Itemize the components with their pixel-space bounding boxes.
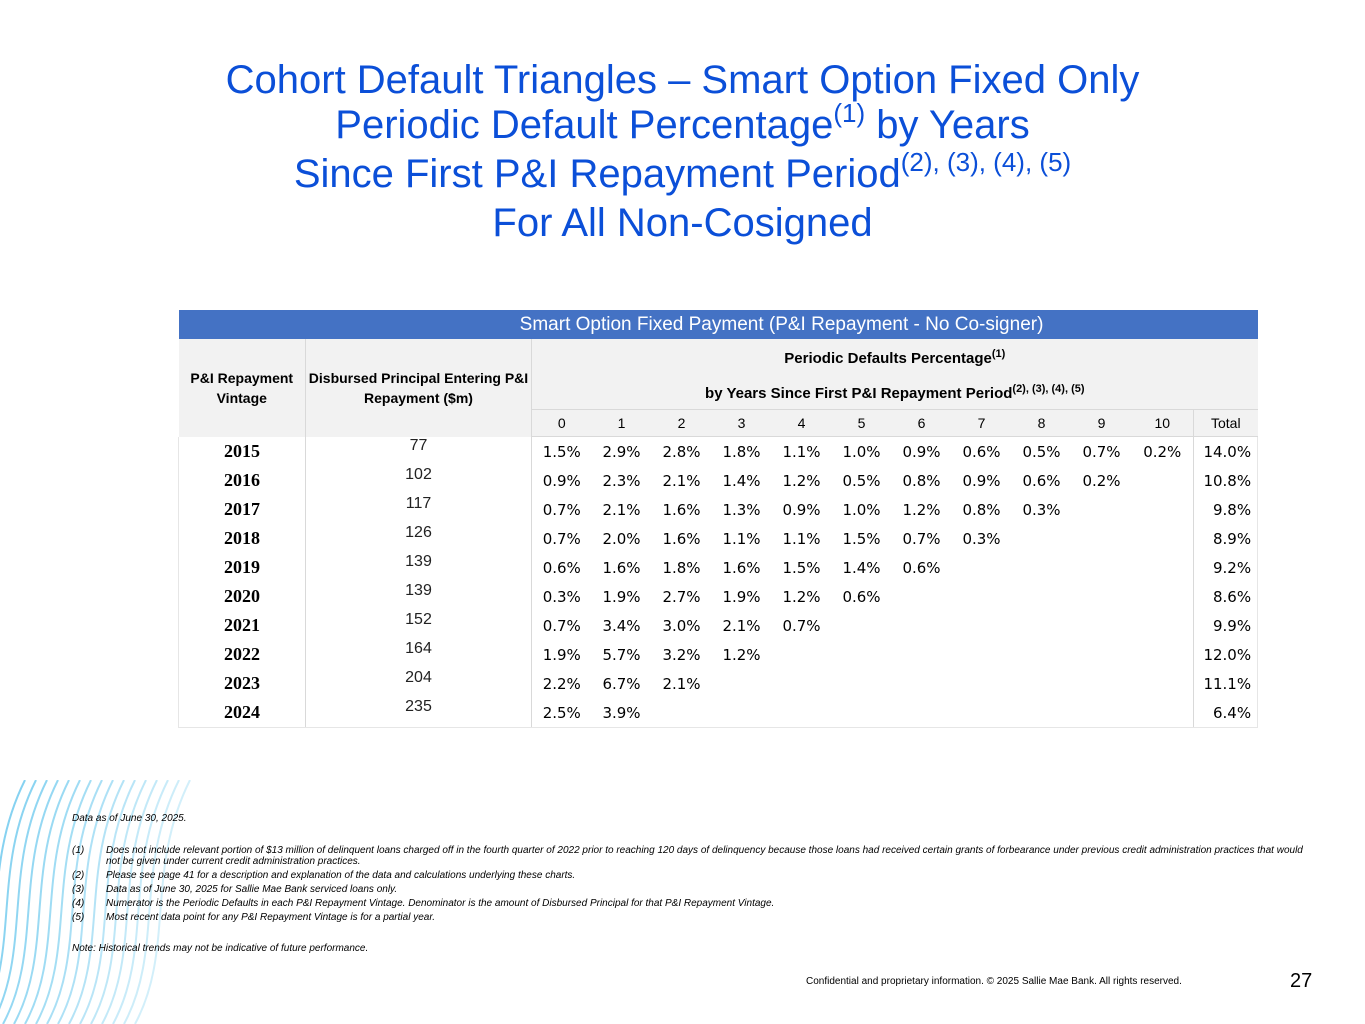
default-pct-cell [1132, 582, 1194, 611]
default-pct-cell: 2.2% [542, 674, 581, 693]
default-pct-cell: 0.9% [962, 471, 1001, 490]
total-cell: 9.8% [1194, 495, 1258, 524]
default-pct-cell [1012, 640, 1072, 669]
default-pct-cell [952, 553, 1012, 582]
vintage-cell: 2022 [179, 640, 306, 669]
footnote-text: Does not include relevant portion of $13 million of delinquent loans charged off in the fourth quarter of 2022 prior to reaching 120 days of delinquency because those loans had received certain grants of forbearance under previous credit administration practices that would not be given under current credit administration practices. [106, 845, 1303, 867]
default-pct-cell: 1.9% [602, 587, 641, 606]
slide-title [0, 58, 1365, 246]
total-cell: 8.6% [1194, 582, 1258, 611]
default-pct-cell: 3.9% [592, 698, 652, 728]
default-pct-cell: 2.1% [722, 616, 761, 635]
default-pct-cell: 0.9% [902, 442, 941, 461]
default-pct-cell: 1.3% [722, 500, 761, 519]
footnote [72, 898, 1312, 909]
default-pct-cell [1072, 582, 1132, 611]
footnote [72, 884, 1312, 895]
total-cell: 8.9% [1194, 524, 1258, 553]
footnote-number: (2) [72, 870, 85, 881]
default-pct-cell: 2.3% [602, 471, 641, 490]
default-pct-cell: 3.4% [602, 616, 641, 635]
default-pct-cell: 0.6% [902, 558, 941, 577]
total-cell: 9.2% [1194, 553, 1258, 582]
footnote [72, 870, 1312, 881]
default-pct-cell: 0.7% [782, 616, 821, 635]
total-cell: 10.8% [1194, 466, 1258, 495]
default-pct-cell: 1.6% [722, 558, 761, 577]
default-pct-cell: 0.7% [902, 529, 941, 548]
vintage-cell: 2024 [179, 698, 306, 728]
default-pct-cell: 0.5% [842, 471, 881, 490]
principal-cell: 126 [306, 524, 532, 553]
footnote-number: (5) [72, 912, 85, 923]
principal-cell: 117 [306, 495, 532, 524]
year-header-cell: 7 [952, 410, 1012, 437]
default-pct-cell [832, 669, 892, 698]
default-pct-cell: 0.7% [542, 500, 581, 519]
footnote [72, 912, 1312, 923]
title-line-3 [0, 147, 1365, 201]
default-pct-cell [1132, 698, 1194, 728]
default-pct-cell [1132, 524, 1194, 553]
footnote-list [72, 845, 1312, 923]
default-pct-cell: 0.6% [1022, 471, 1061, 490]
footnote-text: Please see page 41 for a description and explanation of the data and calculations underlying these charts. [106, 870, 576, 881]
periodic-line-2-text: by Years Since First P&I Repayment Period [705, 385, 1013, 402]
default-pct-cell [892, 640, 952, 669]
default-pct-cell: 0.3% [962, 529, 1001, 548]
table-body [179, 437, 1258, 728]
header-principal: Disbursed Principal Entering P&I Repayment ($m) [306, 339, 532, 437]
default-pct-cell: 1.8% [662, 558, 701, 577]
default-pct-cell: 0.3% [542, 587, 581, 606]
header-vintage: P&I Repayment Vintage [179, 339, 306, 437]
principal-cell: 204 [306, 669, 532, 698]
default-pct-cell: 3.0% [662, 616, 701, 635]
table-row [179, 495, 1258, 524]
default-pct-cell: 1.8% [722, 442, 761, 461]
default-pct-cell: 0.2% [1082, 471, 1121, 490]
total-header-cell: Total [1194, 410, 1258, 437]
default-pct-cell: 0.7% [1082, 442, 1121, 461]
table-row [179, 437, 1258, 467]
default-pct-cell [1012, 582, 1072, 611]
default-pct-cell [892, 611, 952, 640]
default-pct-cell: 1.5% [542, 442, 581, 461]
title-footnote-ref-1: (1) [833, 98, 866, 128]
title-line-2-text: Periodic Default Percentage [335, 103, 834, 147]
footnote-text: Data as of June 30, 2025 for Sallie Mae Bank serviced loans only. [106, 884, 398, 895]
year-header-cell: 4 [772, 410, 832, 437]
default-pct-cell: 2.0% [602, 529, 641, 548]
default-pct-cell: 0.5% [1022, 442, 1061, 461]
default-pct-cell [832, 611, 892, 640]
default-pct-cell: 0.6% [842, 587, 881, 606]
footnote-text: Most recent data point for any P&I Repayment Vintage is for a partial year. [106, 912, 436, 923]
default-pct-cell: 1.2% [722, 645, 761, 664]
default-pct-cell: 2.7% [662, 587, 701, 606]
periodic-line-1-sup: (1) [991, 348, 1006, 360]
default-pct-cell [892, 669, 952, 698]
default-pct-cell: 1.5% [782, 558, 821, 577]
vintage-cell: 2015 [179, 437, 306, 467]
header-periodic-line-2 [532, 374, 1258, 409]
default-pct-cell [1012, 611, 1072, 640]
default-pct-cell: 0.9% [542, 471, 581, 490]
default-pct-cell: 2.5% [532, 698, 592, 728]
default-pct-cell [712, 698, 772, 728]
default-pct-cell [1132, 640, 1194, 669]
periodic-line-2-sup: (2), (3), (4), (5) [1012, 383, 1085, 395]
vintage-cell: 2017 [179, 495, 306, 524]
default-pct-cell: 1.1% [722, 529, 761, 548]
total-cell: 9.9% [1194, 611, 1258, 640]
vintage-cell: 2023 [179, 669, 306, 698]
default-pct-cell: 0.7% [542, 616, 581, 635]
default-pct-cell [1132, 466, 1194, 495]
default-pct-cell [1012, 698, 1072, 728]
page-number: 27 [1290, 970, 1313, 992]
default-pct-cell: 1.1% [782, 442, 821, 461]
default-pct-cell [952, 582, 1012, 611]
default-pct-cell [1012, 669, 1072, 698]
default-pct-cell: 2.1% [662, 674, 701, 693]
header-periodic-line-1 [532, 339, 1258, 374]
default-pct-cell: 0.6% [542, 558, 581, 577]
vintage-cell: 2021 [179, 611, 306, 640]
principal-cell: 139 [306, 582, 532, 611]
footnote-number: (3) [72, 884, 85, 895]
default-pct-cell: 6.7% [602, 674, 641, 693]
default-triangle-table [178, 310, 1258, 728]
default-pct-cell: 1.0% [842, 500, 881, 519]
default-pct-cell: 0.8% [962, 500, 1001, 519]
default-pct-cell [1132, 611, 1194, 640]
default-pct-cell: 2.1% [602, 500, 641, 519]
default-pct-cell: 0.7% [542, 529, 581, 548]
default-pct-cell: 1.9% [722, 587, 761, 606]
default-pct-cell: 0.2% [1143, 442, 1182, 461]
default-pct-cell [1072, 698, 1132, 728]
total-cell: 14.0% [1194, 437, 1258, 467]
year-header-cell: 6 [892, 410, 952, 437]
title-footnote-refs-2-5: (2), (3), (4), (5) [900, 147, 1072, 177]
default-pct-cell [952, 669, 1012, 698]
default-pct-cell [652, 698, 712, 728]
principal-cell: 164 [306, 640, 532, 669]
principal-cell: 235 [306, 698, 532, 728]
default-pct-cell: 1.2% [902, 500, 941, 519]
default-pct-cell [892, 582, 952, 611]
default-pct-cell: 1.0% [842, 442, 881, 461]
default-pct-cell [1072, 553, 1132, 582]
default-pct-cell [892, 698, 952, 728]
vintage-cell: 2016 [179, 466, 306, 495]
principal-cell: 139 [306, 553, 532, 582]
year-header-cell: 10 [1132, 410, 1194, 437]
default-pct-cell [772, 698, 832, 728]
confidential-footer: Confidential and proprietary information. © 2025 Sallie Mae Bank. All rights reserved. [806, 976, 1182, 987]
historical-trends-note: Note: Historical trends may not be indicative of future performance. [72, 943, 369, 954]
year-header-cell: 3 [712, 410, 772, 437]
total-cell: 12.0% [1194, 640, 1258, 669]
table-header-row [179, 339, 1258, 410]
table-row [179, 698, 1258, 728]
default-pct-cell [1072, 495, 1132, 524]
table-row [179, 582, 1258, 611]
default-pct-cell: 1.4% [722, 471, 761, 490]
vintage-cell: 2020 [179, 582, 306, 611]
footnotes-section [72, 812, 1312, 955]
year-header-cell: 9 [1072, 410, 1132, 437]
default-pct-cell: 3.2% [662, 645, 701, 664]
vintage-cell: 2019 [179, 553, 306, 582]
year-header-cell: 2 [652, 410, 712, 437]
default-pct-cell: 1.5% [842, 529, 881, 548]
principal-cell: 152 [306, 611, 532, 640]
default-pct-cell [1072, 611, 1132, 640]
default-pct-cell [1132, 669, 1194, 698]
table-banner-row [179, 310, 1258, 339]
default-pct-cell: 2.9% [602, 442, 641, 461]
year-header-cell: 5 [832, 410, 892, 437]
default-pct-cell [952, 640, 1012, 669]
header-periodic [532, 339, 1258, 410]
year-header-cell: 0 [532, 410, 592, 437]
table-row [179, 669, 1258, 698]
table-row [179, 640, 1258, 669]
total-cell: 11.1% [1194, 669, 1258, 698]
table-row [179, 466, 1258, 495]
table-banner: Smart Option Fixed Payment (P&I Repayment - No Co-signer) [306, 310, 1258, 339]
default-pct-cell [952, 611, 1012, 640]
title-line-2-tail: by Years [865, 103, 1030, 147]
year-header-cell: 8 [1012, 410, 1072, 437]
footnote-number: (4) [72, 898, 85, 909]
table-row [179, 611, 1258, 640]
title-line-1: Cohort Default Triangles – Smart Option Fixed Only [225, 58, 1140, 102]
default-pct-cell: 2.8% [662, 442, 701, 461]
title-line-4: For All Non-Cosigned [492, 201, 873, 245]
default-pct-cell [1132, 553, 1194, 582]
vintage-cell: 2018 [179, 524, 306, 553]
total-cell: 6.4% [1194, 698, 1258, 728]
default-pct-cell [1072, 640, 1132, 669]
banner-blank-cell [179, 310, 306, 339]
default-pct-cell: 1.4% [842, 558, 881, 577]
default-pct-cell [772, 640, 832, 669]
title-line-3-text: Since First P&I Repayment Period [293, 152, 901, 196]
footnote [72, 845, 1312, 867]
title-line-2 [0, 98, 1365, 152]
default-pct-cell [1132, 495, 1194, 524]
default-pct-cell [832, 640, 892, 669]
default-pct-cell: 1.9% [542, 645, 581, 664]
default-pct-cell: 0.8% [902, 471, 941, 490]
default-pct-cell [1012, 524, 1072, 553]
footnote-text: Numerator is the Periodic Defaults in each P&I Repayment Vintage. Denominator is the amount of Disbursed Principal for that P&I Repayment Vintage. [106, 898, 775, 909]
periodic-line-1-text: Periodic Defaults Percentage [784, 350, 992, 367]
table-row [179, 553, 1258, 582]
principal-cell: 77 [306, 437, 532, 467]
default-pct-cell: 2.1% [662, 471, 701, 490]
data-as-of-note: Data as of June 30, 2025. [72, 813, 187, 824]
footnote-number: (1) [72, 845, 85, 856]
default-pct-cell [832, 698, 892, 728]
default-pct-cell: 1.2% [782, 587, 821, 606]
default-pct-cell [1072, 524, 1132, 553]
default-pct-cell: 1.2% [782, 471, 821, 490]
default-pct-cell: 1.6% [662, 529, 701, 548]
default-pct-cell [1072, 669, 1132, 698]
default-pct-cell [772, 669, 832, 698]
default-pct-cell: 1.6% [662, 500, 701, 519]
year-header-cell: 1 [592, 410, 652, 437]
default-pct-cell: 1.6% [602, 558, 641, 577]
default-pct-cell: 0.9% [782, 500, 821, 519]
principal-cell: 102 [306, 466, 532, 495]
table-row [179, 524, 1258, 553]
default-pct-cell: 0.6% [962, 442, 1001, 461]
default-pct-cell: 5.7% [602, 645, 641, 664]
default-pct-cell: 1.1% [782, 529, 821, 548]
default-pct-cell [952, 698, 1012, 728]
default-pct-cell [1012, 553, 1072, 582]
default-pct-cell: 0.3% [1022, 500, 1061, 519]
default-pct-cell [712, 669, 772, 698]
